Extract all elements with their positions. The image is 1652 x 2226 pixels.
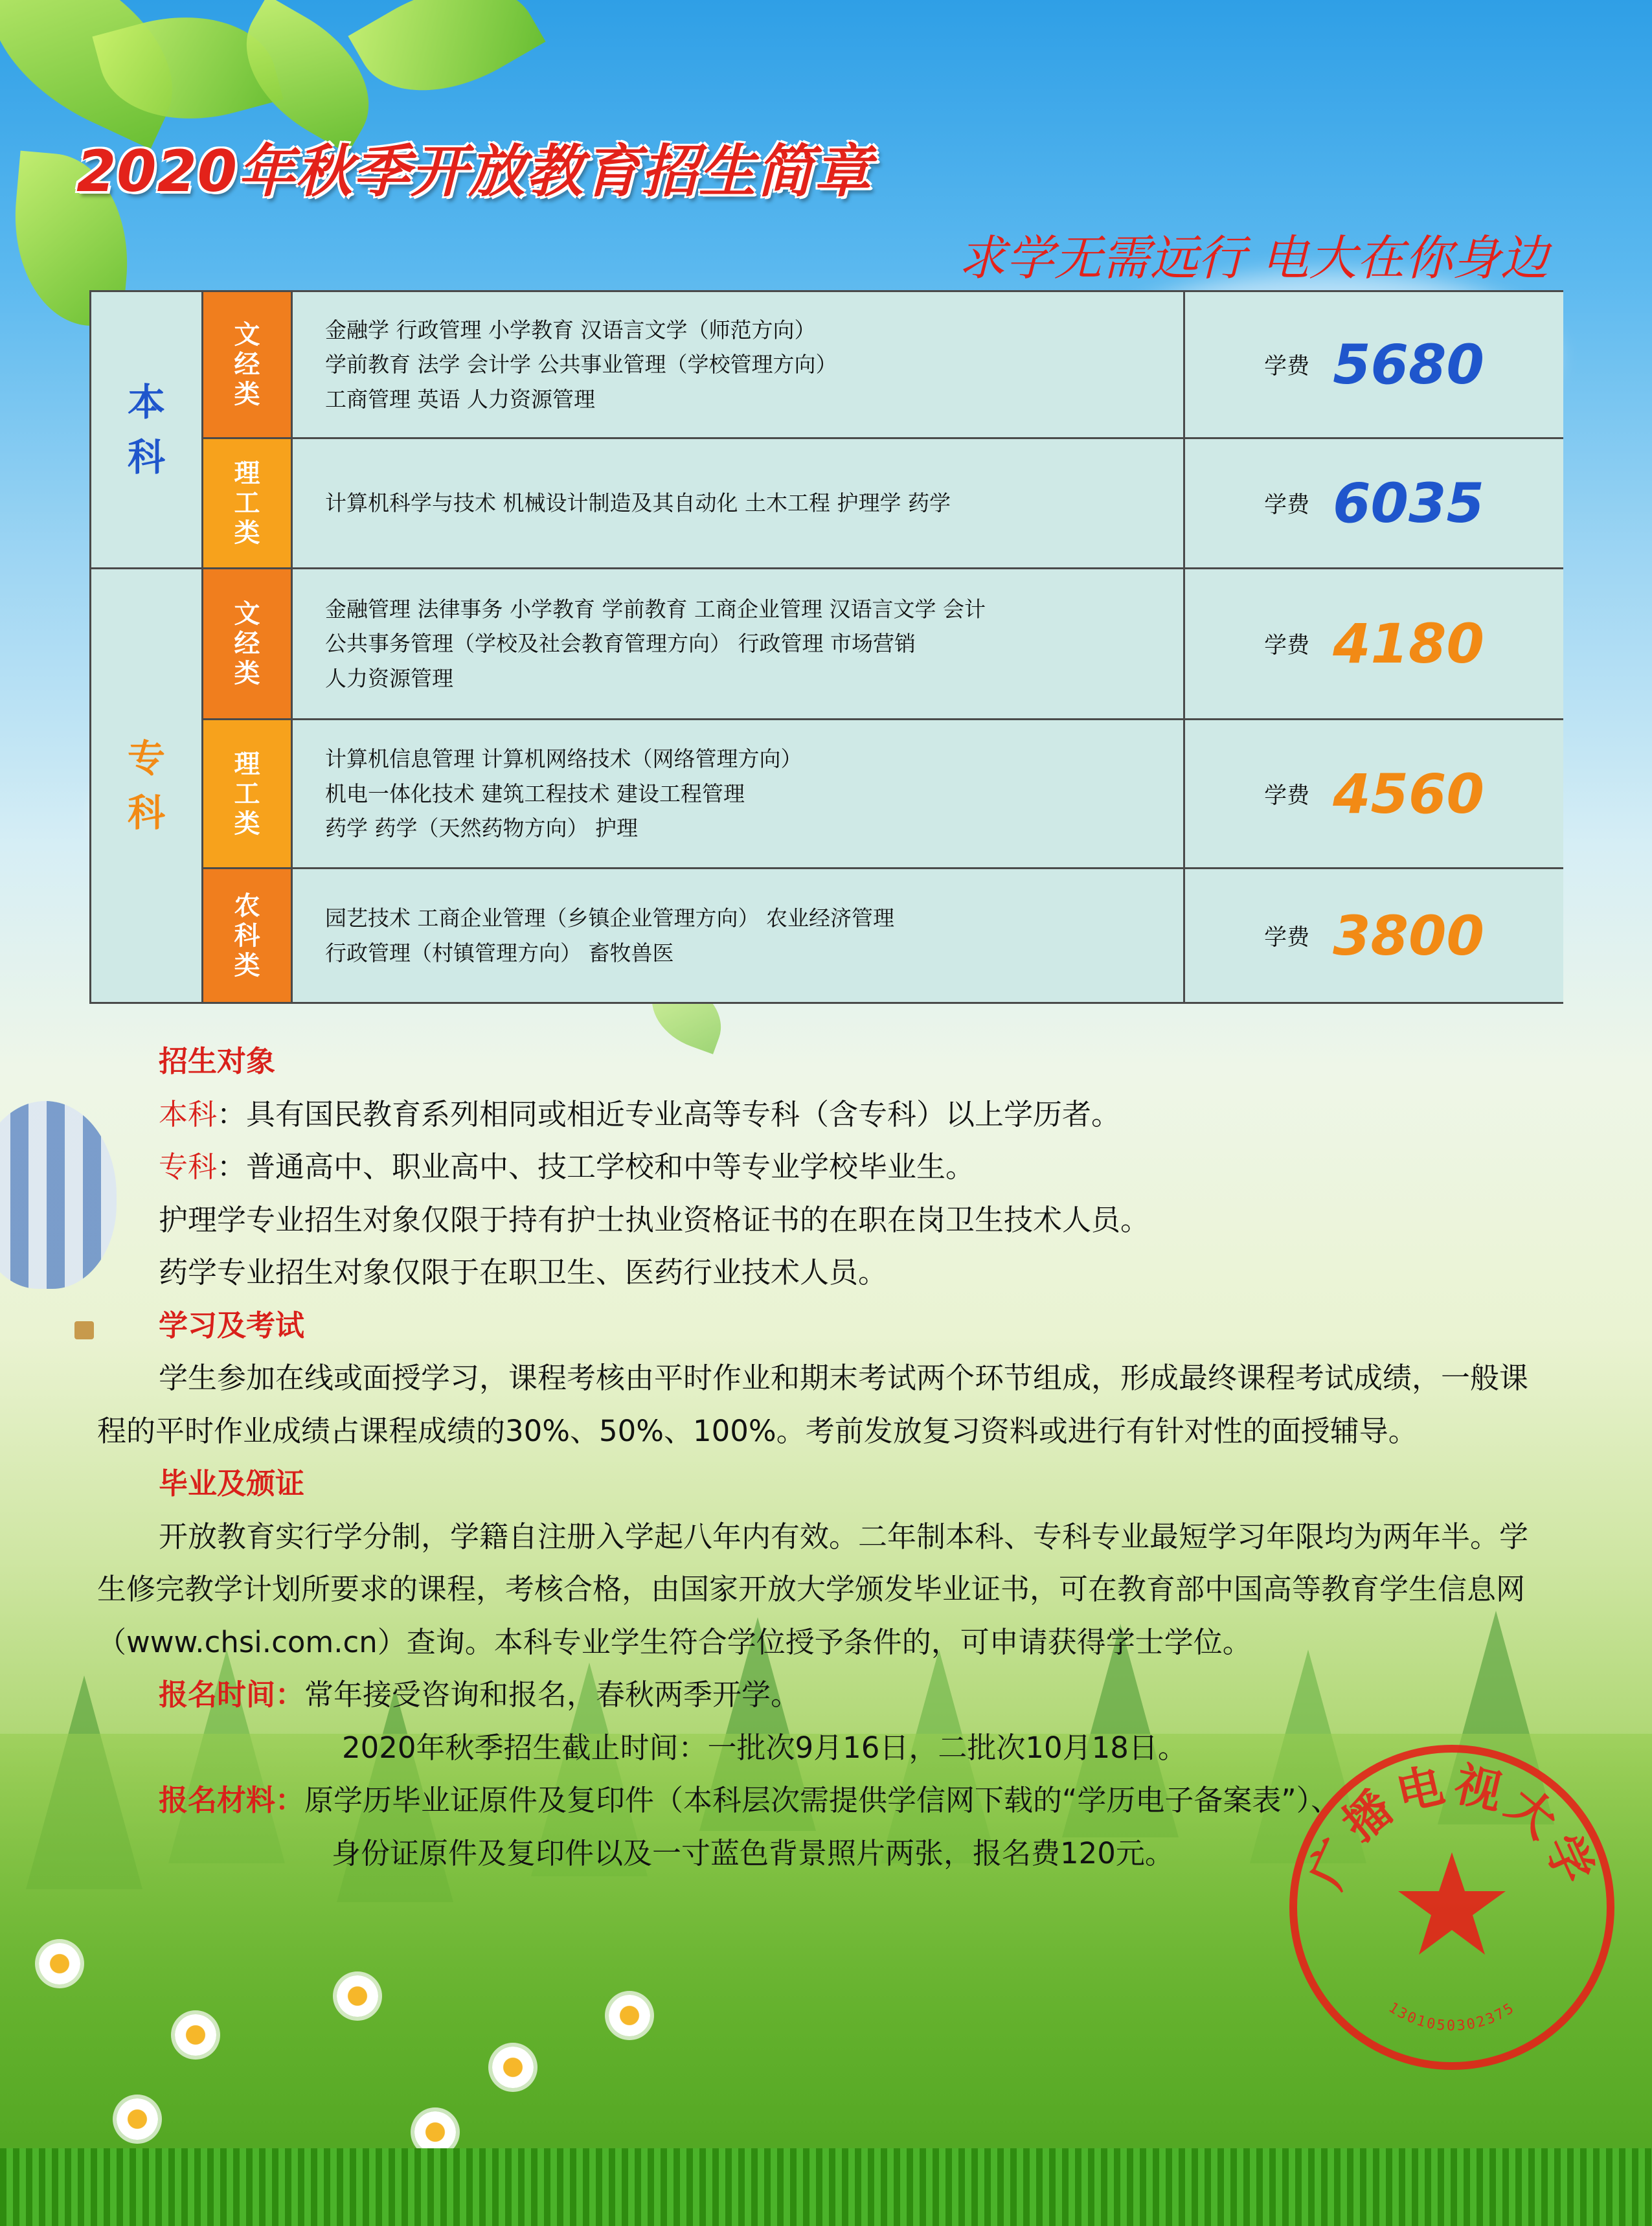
fee-cell — [1185, 869, 1563, 1002]
daisy — [39, 1943, 80, 1984]
group-label-char: 科 — [127, 791, 165, 835]
group-label-char: 本 — [127, 380, 165, 425]
category-char: 类 — [234, 950, 260, 981]
category-char: 文 — [234, 320, 260, 350]
table-row — [203, 292, 1563, 439]
registration-deadline: 2020年秋季招生截止时间：一批次9月16日，二批次10月18日。 — [342, 1730, 1187, 1765]
seal-serial: 1301050302375 — [1385, 1999, 1519, 2034]
majors-line: 园艺技术 工商企业管理（乡镇企业管理方向） 农业经济管理 — [325, 905, 894, 931]
daisy — [175, 2014, 216, 2056]
table-row — [203, 439, 1563, 569]
majors-line: 工商管理 英语 人力资源管理 — [325, 386, 595, 412]
category-char: 文 — [234, 599, 260, 629]
section-heading-admission: 招生对象 — [159, 1044, 276, 1078]
category-char: 农 — [234, 891, 260, 921]
table-row — [203, 569, 1563, 720]
daisy — [414, 2111, 456, 2153]
seal-text: 广播电视大学 — [1298, 1755, 1606, 1896]
fee-cell — [1185, 569, 1563, 718]
category-cell — [203, 439, 293, 567]
note-nursing: 护理学专业招生对象仅限于持有护士执业资格证书的在职在岗卫生技术人员。 — [159, 1202, 1150, 1237]
category-char: 类 — [234, 518, 260, 548]
section-heading-graduation: 毕业及颁证 — [159, 1466, 305, 1501]
time-text: 常年接受咨询和报名，春秋两季开学。 — [304, 1677, 800, 1712]
registration-time — [97, 1668, 1574, 1721]
benke-label: 本科 — [159, 1096, 218, 1131]
fee-cell — [1185, 292, 1563, 437]
benke-text: ：具有国民教育系列相同或相近专业高等专科（含专科）以上学历者。 — [217, 1096, 1121, 1131]
category-cell — [203, 569, 293, 718]
grass-strip — [0, 2148, 1652, 2226]
fee-cell — [1185, 439, 1563, 567]
fee-table — [89, 290, 1563, 1004]
materials-text: 原学历毕业证原件及复印件（本科层次需提供学信网下载的“学历电子备案表”）、 — [304, 1783, 1341, 1817]
table-row — [203, 869, 1563, 1002]
fee-value: 4180 — [1333, 612, 1484, 676]
balloon-basket — [74, 1321, 94, 1339]
daisy — [117, 2098, 158, 2140]
page-title: 2020年秋季开放教育招生简章 — [76, 138, 872, 205]
fee-label: 学费 — [1264, 354, 1310, 380]
majors-line: 金融管理 法律事务 小学教育 学前教育 工商企业管理 汉语言文学 会计 — [325, 596, 986, 622]
fee-label: 学费 — [1264, 633, 1310, 659]
fee-value: 5680 — [1333, 333, 1484, 396]
fee-label: 学费 — [1264, 492, 1310, 518]
time-label: 报名时间： — [159, 1677, 305, 1712]
note-pharmacy: 药学专业招生对象仅限于在职卫生、医药行业技术人员。 — [159, 1255, 888, 1289]
admission-benke — [97, 1088, 1574, 1141]
majors-cell — [293, 292, 1185, 437]
category-char: 工 — [234, 778, 260, 809]
daisy — [492, 2047, 534, 2088]
majors-cell — [293, 439, 1185, 567]
zhuanke-text: ：普通高中、职业高中、技工学校和中等专业学校毕业生。 — [217, 1150, 975, 1184]
fee-value: 3800 — [1333, 903, 1484, 968]
graduation-paragraph: 开放教育实行学分制，学籍自注册入学起八年内有效。二年制本科、专科专业最短学习年限均为两年半。学生修完教学计划所要求的课程，考核合格，由国家开放大学颁发毕业证书，可在教育部中国高等教育学生信息网（www.chsi.com.cn）查询。本科专业学生符合学位授予条件的，可申请获得学士学位。 — [97, 1519, 1529, 1659]
registration-materials-cont: 身份证原件及复印件以及一寸蓝色背景照片两张，报名费120元。 — [332, 1835, 1174, 1870]
category-char: 类 — [234, 659, 260, 688]
group-label-char: 专 — [127, 736, 165, 780]
majors-line: 公共事务管理（学校及社会教育管理方向） 行政管理 市场营销 — [325, 631, 916, 657]
majors-cell — [293, 720, 1185, 867]
leaf-decoration — [348, 0, 545, 126]
category-char: 类 — [234, 380, 260, 409]
fee-label: 学费 — [1264, 782, 1310, 809]
majors-cell — [293, 869, 1185, 1002]
majors-line: 机电一体化技术 建筑工程技术 建设工程管理 — [325, 780, 745, 806]
group-benke — [91, 292, 203, 569]
majors-cell — [293, 569, 1185, 718]
category-char: 科 — [234, 920, 260, 951]
majors-line: 行政管理（村镇管理方向） 畜牧兽医 — [325, 940, 674, 966]
majors-line: 金融学 行政管理 小学教育 汉语言文学（师范方向） — [325, 317, 816, 343]
star-icon — [1398, 1852, 1506, 1955]
study-paragraph: 学生参加在线或面授学习，课程考核由平时作业和期末考试两个环节组成，形成最终课程考试成绩，一般课程的平时作业成绩占课程成绩的30%、50%、100%。考前发放复习资料或进行有针对性的面授辅导。 — [97, 1361, 1529, 1448]
category-char: 理 — [234, 749, 260, 779]
zhuanke-label: 专科 — [159, 1150, 218, 1184]
category-char: 理 — [234, 459, 260, 488]
category-cell — [203, 869, 293, 1002]
fee-cell — [1185, 720, 1563, 867]
majors-line: 计算机信息管理 计算机网络技术（网络管理方向） — [325, 746, 802, 772]
category-cell — [203, 720, 293, 867]
category-cell — [203, 292, 293, 437]
majors-line: 计算机科学与技术 机械设计制造及其自动化 土木工程 护理学 药学 — [325, 490, 951, 516]
category-char: 经 — [234, 350, 260, 380]
daisy — [609, 1995, 650, 2036]
fee-value: 4560 — [1333, 762, 1484, 826]
majors-line: 学前教育 法学 会计学 公共事业管理（学校管理方向） — [325, 352, 837, 378]
category-char: 类 — [234, 808, 260, 839]
fee-value: 6035 — [1333, 471, 1484, 535]
admission-zhuanke — [97, 1141, 1574, 1194]
section-heading-study: 学习及考试 — [159, 1308, 305, 1343]
materials-label: 报名材料： — [159, 1783, 305, 1817]
slogan: 求学无需远行 电大在你身边 — [958, 231, 1548, 286]
table-row — [203, 720, 1563, 869]
group-label-char: 科 — [127, 435, 165, 479]
group-zhuanke — [91, 569, 203, 1002]
official-seal — [1284, 1739, 1620, 2076]
majors-line: 药学 药学（天然药物方向） 护理 — [325, 815, 638, 841]
category-char: 经 — [234, 629, 260, 659]
fee-label: 学费 — [1264, 924, 1310, 951]
majors-line: 人力资源管理 — [325, 665, 453, 691]
category-char: 工 — [234, 488, 260, 518]
daisy — [337, 1975, 378, 2017]
